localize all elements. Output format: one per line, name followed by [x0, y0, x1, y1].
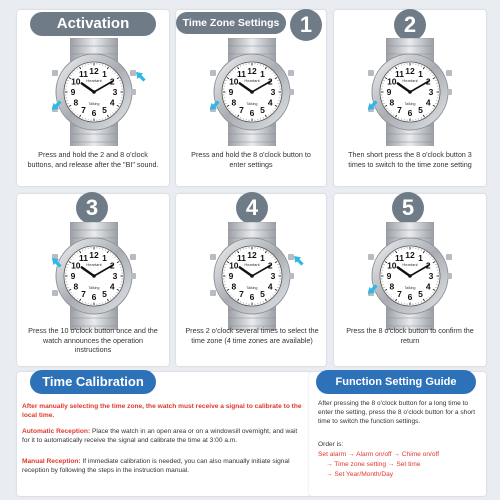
svg-text:9: 9 — [386, 271, 392, 281]
svg-text:11: 11 — [79, 68, 88, 79]
watch-illustration — [184, 38, 320, 146]
svg-text:10: 10 — [387, 260, 397, 271]
svg-text:10: 10 — [229, 76, 239, 87]
svg-text:9: 9 — [228, 87, 234, 97]
calibration-warning-text: After manually selecting the time zone, the watch must receive a signal to calibrate to the local time. — [22, 403, 302, 419]
function-guide-order-1: Set alarm → Alarm on/off → Chime on/off — [318, 451, 440, 458]
svg-text:3: 3 — [112, 87, 118, 97]
svg-text:12: 12 — [247, 250, 257, 260]
svg-text:9: 9 — [228, 271, 234, 281]
manual-reception — [22, 458, 306, 476]
svg-text:10: 10 — [387, 76, 397, 87]
step-2-caption: Then short press the 8 o'clock button 3 times to switch to the time zone setting — [348, 150, 472, 169]
svg-text:12: 12 — [89, 250, 99, 260]
svg-text:Talking: Talking — [88, 102, 100, 106]
svg-text:Heartant: Heartant — [402, 78, 418, 83]
svg-text:5: 5 — [418, 289, 423, 300]
svg-text:7: 7 — [239, 105, 244, 116]
svg-text:Talking: Talking — [246, 102, 258, 106]
svg-text:7: 7 — [397, 105, 402, 116]
svg-text:8: 8 — [389, 97, 395, 108]
svg-text:10: 10 — [71, 76, 81, 87]
svg-text:3: 3 — [428, 271, 434, 281]
svg-text:5: 5 — [418, 105, 423, 116]
svg-text:9: 9 — [70, 87, 76, 97]
svg-text:7: 7 — [397, 289, 402, 300]
svg-text:11: 11 — [237, 68, 246, 79]
svg-text:8: 8 — [73, 97, 79, 108]
svg-text:Talking: Talking — [404, 286, 416, 290]
function-guide-order-label: Order is: — [318, 441, 344, 448]
svg-text:1: 1 — [418, 68, 423, 79]
watch-illustration — [26, 38, 162, 146]
svg-text:5: 5 — [102, 289, 107, 300]
svg-text:3: 3 — [270, 87, 276, 97]
svg-text:12: 12 — [405, 66, 415, 76]
svg-text:9: 9 — [70, 271, 76, 281]
watch-illustration — [342, 222, 478, 330]
svg-text:5: 5 — [260, 289, 265, 300]
svg-text:Talking: Talking — [246, 286, 258, 290]
svg-text:7: 7 — [239, 289, 244, 300]
svg-text:3: 3 — [270, 271, 276, 281]
svg-text:6: 6 — [249, 108, 255, 118]
svg-text:4: 4 — [109, 281, 115, 292]
step-1-badge: 1 — [290, 9, 322, 41]
svg-text:8: 8 — [231, 281, 237, 292]
watch-illustration — [26, 222, 162, 330]
svg-text:11: 11 — [395, 252, 404, 263]
svg-text:4: 4 — [425, 97, 431, 108]
svg-text:7: 7 — [81, 105, 86, 116]
step-5-badge: 5 — [392, 192, 424, 224]
svg-text:11: 11 — [237, 252, 246, 263]
svg-text:Heartant: Heartant — [86, 262, 102, 267]
step-3-badge: 3 — [76, 192, 108, 224]
function-guide-order-2: → Time zone setting → Set time — [326, 461, 421, 468]
step-3-caption: Press the 10 o'clock button once and the watch announces the operation instructions — [28, 326, 158, 355]
svg-text:10: 10 — [229, 260, 239, 271]
step-4-caption: Press 2 o'clock several times to select the time zone (4 time zones are available) — [185, 326, 319, 345]
activation-caption: Press and hold the 2 and 8 o'clock buttons, and release after the "BI" sound. — [27, 150, 159, 169]
svg-text:8: 8 — [231, 97, 237, 108]
svg-text:Heartant: Heartant — [402, 262, 418, 267]
activation-title: Activation — [30, 12, 156, 36]
svg-text:Heartant: Heartant — [244, 262, 260, 267]
svg-text:4: 4 — [267, 97, 273, 108]
svg-text:12: 12 — [405, 250, 415, 260]
calibration-warning — [22, 403, 306, 421]
svg-text:Talking: Talking — [88, 286, 100, 290]
auto-reception-text: Place the watch in an open area or on a windowsill overnight, and wait for it to automatically receive the signal and calibrate the time at 3:00 a.m. — [22, 428, 298, 444]
svg-text:1: 1 — [102, 68, 107, 79]
svg-text:5: 5 — [102, 105, 107, 116]
svg-text:12: 12 — [247, 66, 257, 76]
svg-text:4: 4 — [425, 281, 431, 292]
manual-reception-text: If immediate calibration is needed, you can also manually initiate signal reception by following the steps in the instruction manual. — [22, 458, 290, 474]
svg-text:10: 10 — [71, 260, 81, 271]
auto-reception — [22, 428, 306, 446]
svg-text:4: 4 — [109, 97, 115, 108]
step-1-caption: Press and hold the 8 o'clock button to enter settings — [191, 150, 311, 169]
svg-text:6: 6 — [407, 108, 413, 118]
svg-text:Heartant: Heartant — [86, 78, 102, 83]
auto-reception-label: Automatic Reception: — [22, 428, 91, 435]
manual-reception-label: Manual Reception: — [22, 458, 81, 465]
svg-text:8: 8 — [389, 281, 395, 292]
svg-text:9: 9 — [386, 87, 392, 97]
step-5-caption: Press the 8 o'clock button to confirm the return — [346, 326, 474, 345]
function-guide-title: Function Setting Guide — [316, 370, 476, 394]
svg-text:11: 11 — [395, 68, 404, 79]
svg-text:11: 11 — [79, 252, 88, 263]
svg-text:6: 6 — [91, 292, 97, 302]
svg-text:Heartant: Heartant — [244, 78, 260, 83]
svg-text:6: 6 — [91, 108, 97, 118]
svg-text:1: 1 — [418, 252, 423, 263]
svg-text:3: 3 — [112, 271, 118, 281]
svg-text:3: 3 — [428, 87, 434, 97]
time-zone-settings-title: Time Zone Settings — [176, 12, 286, 34]
watch-illustration — [184, 222, 320, 330]
svg-text:5: 5 — [260, 105, 265, 116]
svg-text:7: 7 — [81, 289, 86, 300]
function-guide-text: After pressing the 8 o'clock button for a long time to enter the setting, press the 8 o'clock button for a short time to switch the function settings. — [318, 400, 476, 425]
svg-text:4: 4 — [267, 281, 273, 292]
svg-text:8: 8 — [73, 281, 79, 292]
svg-text:6: 6 — [249, 292, 255, 302]
function-guide-order-3: → Set Year/Month/Day — [326, 471, 394, 478]
step-2-badge: 2 — [394, 9, 426, 41]
svg-text:6: 6 — [407, 292, 413, 302]
time-calibration-title: Time Calibration — [30, 370, 156, 394]
svg-text:1: 1 — [260, 252, 265, 263]
svg-text:Talking: Talking — [404, 102, 416, 106]
svg-text:12: 12 — [89, 66, 99, 76]
svg-text:1: 1 — [260, 68, 265, 79]
watch-illustration — [342, 38, 478, 146]
svg-text:1: 1 — [102, 252, 107, 263]
step-4-badge: 4 — [236, 192, 268, 224]
